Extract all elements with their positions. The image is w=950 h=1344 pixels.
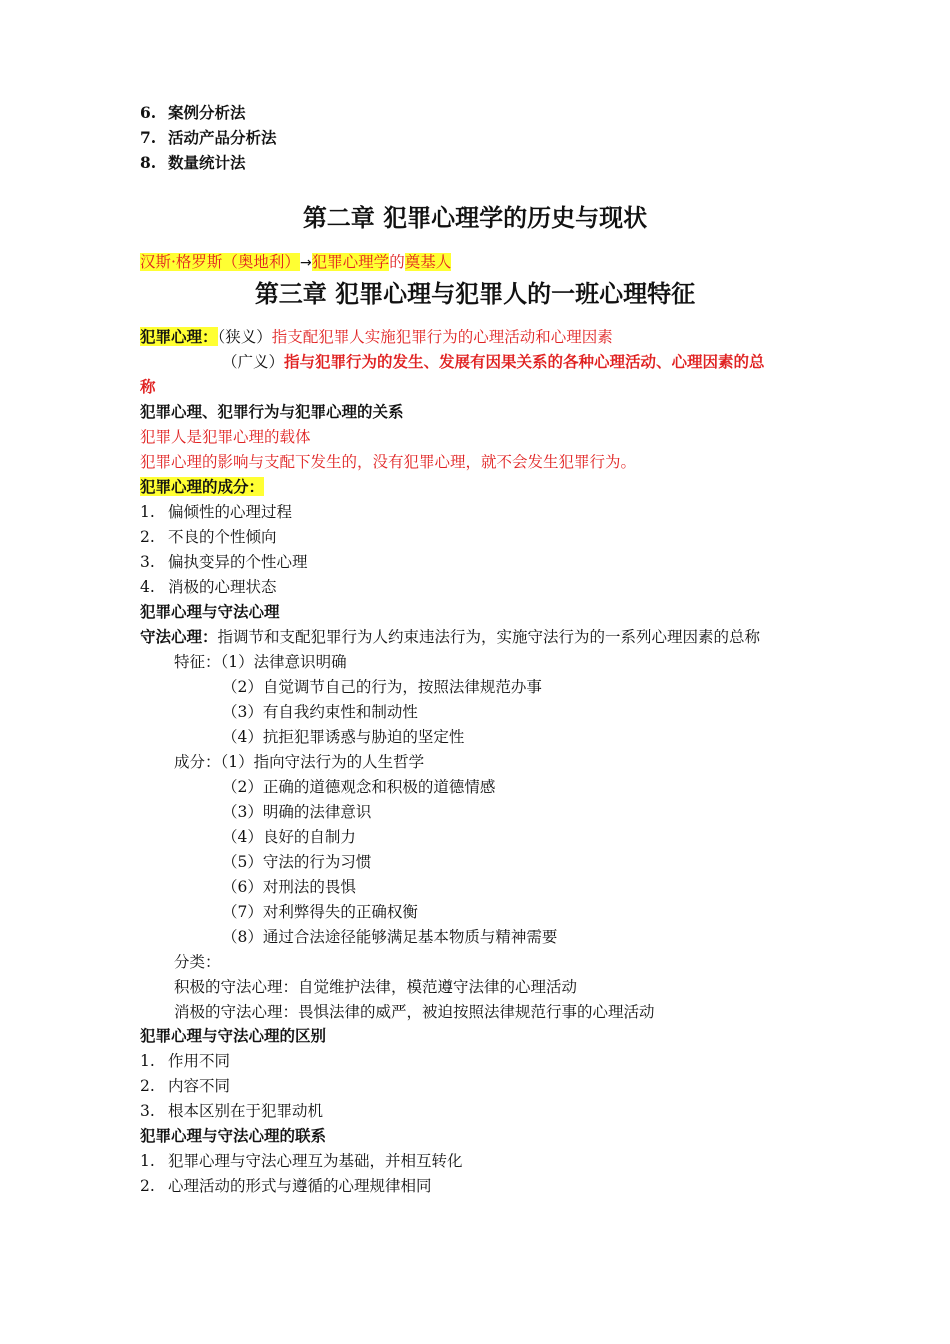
law-component-item-8: （8）通过合法途径能够满足基本物质与精神需要 <box>222 928 558 946</box>
feature-item-4: （4）抗拒犯罪诱惑与胁迫的坚定性 <box>222 728 465 746</box>
law-component-item-1: 成分：（1）指向守法行为的人生哲学 <box>174 753 425 771</box>
founder-field: 犯罪心理学 <box>311 253 390 271</box>
component-item-4: 4. 消极的心理状态 <box>140 578 277 596</box>
feature-item-2: （2）自觉调节自己的行为，按照法律规范办事 <box>222 678 542 696</box>
diff-item-2: 2. 内容不同 <box>140 1077 231 1095</box>
definition-broad-cont: 称 <box>140 377 156 396</box>
chapter-3-title: 第三章 犯罪心理与犯罪人的一班心理特征 <box>254 279 696 308</box>
definition-broad: （广义）指与犯罪行为的发生、发展有因果关系的各种心理活动、心理因素的总 <box>222 352 765 371</box>
law-component-item-6: （6）对刑法的畏惧 <box>222 878 356 896</box>
founder-role: 奠基人 <box>404 253 452 271</box>
method-item-7: 7. 活动产品分析法 <box>140 128 277 147</box>
law-component-item-5: （5）守法的行为习惯 <box>222 853 372 871</box>
law-component-item-4: （4）良好的自制力 <box>222 828 356 846</box>
relation-line-1: 犯罪人是犯罪心理的载体 <box>140 428 311 446</box>
component-item-1: 1. 偏倾性的心理过程 <box>140 503 293 521</box>
classify-label: 分类： <box>174 953 221 971</box>
feature-item-1: 特征：（1）法律意识明确 <box>174 653 347 671</box>
component-item-2: 2. 不良的个性倾向 <box>140 528 277 546</box>
law-heading: 犯罪心理与守法心理 <box>140 602 280 621</box>
diff-item-3: 3. 根本区别在于犯罪动机 <box>140 1102 324 1120</box>
classify-positive: 积极的守法心理：自觉维护法律，模范遵守法律的心理活动 <box>174 978 578 996</box>
founder-line: 汉斯·格罗斯（奥地利）→犯罪心理学的奠基人 <box>140 253 452 271</box>
method-item-8: 8. 数量统计法 <box>140 153 246 172</box>
classify-negative: 消极的守法心理：畏惧法律的威严，被迫按照法律规范行事的心理活动 <box>174 1003 655 1021</box>
law-component-item-7: （7）对利弊得失的正确权衡 <box>222 903 418 921</box>
relation-line-2: 犯罪心理的影响与支配下发生的，没有犯罪心理，就不会发生犯罪行为。 <box>140 453 637 471</box>
feature-item-3: （3）有自我约束性和制动性 <box>222 703 418 721</box>
components-heading: 犯罪心理的成分： <box>140 477 265 496</box>
law-definition: 守法心理：指调节和支配犯罪行为人约束违法行为，实施守法行为的一系列心理因素的总称 <box>140 627 761 646</box>
link-heading: 犯罪心理与守法心理的联系 <box>140 1126 327 1145</box>
law-component-item-3: （3）明确的法律意识 <box>222 803 372 821</box>
link-item-2: 2. 心理活动的形式与遵循的心理规律相同 <box>140 1177 432 1195</box>
link-item-1: 1. 犯罪心理与守法心理互为基础，并相互转化 <box>140 1152 463 1170</box>
method-item-6: 6. 案例分析法 <box>140 103 246 122</box>
diff-heading: 犯罪心理与守法心理的区别 <box>140 1026 327 1045</box>
diff-item-1: 1. 作用不同 <box>140 1052 231 1070</box>
component-item-3: 3. 偏执变异的个性心理 <box>140 553 308 571</box>
relation-heading: 犯罪心理、犯罪行为与犯罪心理的关系 <box>140 402 404 421</box>
law-component-item-2: （2）正确的道德观念和积极的道德情感 <box>222 778 496 796</box>
definition-narrow: 犯罪心理：（狭义）指支配犯罪人实施犯罪行为的心理活动和心理因素 <box>140 327 613 346</box>
founder-name: 汉斯·格罗斯（奥地利） <box>140 253 300 271</box>
chapter-2-title: 第二章 犯罪心理学的历史与现状 <box>302 203 648 232</box>
arrow-icon: → <box>299 255 312 271</box>
definition-term: 犯罪心理： <box>140 327 218 346</box>
